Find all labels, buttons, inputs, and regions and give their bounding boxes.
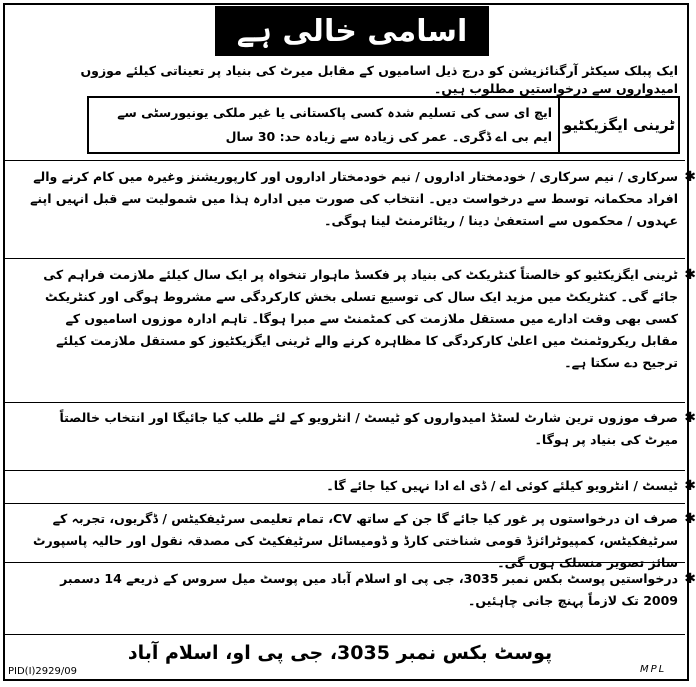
footer-address: پوسٹ بکس نمبر 3035، جی پی او، اسلام آباد: [127, 642, 553, 664]
list-item: [30, 475, 696, 497]
star-bullet-icon: ✱: [684, 571, 696, 587]
post-box: [87, 96, 680, 154]
star-bullet-icon: ✱: [684, 267, 696, 283]
section-divider: [5, 402, 685, 403]
list-item-text: سرکاری / نیم سرکاری / خودمختار اداروں / نیم خودمختار اداروں اور کارپوریشنز وغیرہ میں کام کرنے والے افراد محکمانہ توسط سے درخواست دیں۔ انتخاب کی صورت میں ادارہ ہذا میں شمولیت سے قبل انہیں اپنے عہدوں / محکموں سے استعفیٰ دینا / ریٹائرمنٹ لینا ہوگی۔: [30, 169, 678, 228]
post-requirement: ایچ ای سی کی تسلیم شدہ کسی پاکستانی یا غیر ملکی یونیورسٹی سے ایم بی اے ڈگری۔ عمر کی زیادہ سے زیادہ حد: 30 سال: [117, 105, 552, 144]
list-item: [30, 264, 696, 374]
list-item: [30, 568, 696, 612]
list-item-text: درخواستیں پوسٹ بکس نمبر 3035، جی پی او اسلام آباد میں پوسٹ میل سروس کے ذریعے 14 دسمبر 2009 تک لازماً پہنچ جانی چاہئیں۔: [60, 571, 678, 608]
list-item-text: صرف موزوں ترین شارٹ لسٹڈ امیدواروں کو ٹیسٹ / انٹرویو کے لئے طلب کیا جائیگا اور انتخاب خالصتاً میرٹ کی بنیاد پر ہوگا۔: [59, 410, 678, 447]
star-bullet-icon: ✱: [684, 410, 696, 426]
list-item: [30, 166, 696, 232]
page-title: اسامی خالی ہے: [215, 6, 489, 56]
list-item-text: ٹیسٹ / انٹرویو کیلئے کوئی اے / ڈی اے ادا نہیں کیا جائے گا۔: [326, 478, 678, 493]
section-divider: [5, 470, 685, 471]
star-bullet-icon: ✱: [684, 169, 696, 185]
section-divider: [5, 258, 685, 259]
section-divider: [5, 562, 685, 563]
list-item: [30, 508, 696, 574]
section-divider: [5, 634, 685, 635]
list-item-text: ٹرینی ایگزیکٹیو کو خالصتاً کنٹریکٹ کی بنیاد پر فکسڈ ماہوار تنخواہ پر ایک سال کیلئے ملازمت فراہم کی جائے گی۔ کنٹریکٹ میں مزید ایک سال کی توسیع تسلی بخش کارکردگی سے مشروط ہوگی اور کنٹریکٹ کسی بھی وقت ادارے میں مستقل ملازمت کی کمٹمنٹ سے مبرا ہوگا۔ تاہم ادارہ موزوں اسامیوں کے مقابل ریکروٹمنٹ میں اعلیٰ کارکردگی کا مظاہرہ کرنے والے ٹرینی ایگزیکٹیوز کو مستقل ملازمت کیلئے ترجیح دے سکتا ہے۔: [43, 267, 678, 370]
reference-number: PID(I)2929/09: [8, 666, 77, 677]
star-bullet-icon: ✱: [684, 511, 696, 527]
section-divider: [5, 503, 685, 504]
list-item: [30, 407, 696, 451]
publisher-logo: MPL: [640, 664, 667, 675]
post-title: ٹرینی ایگزیکٹیو: [558, 98, 678, 152]
section-divider: [5, 160, 685, 161]
list-item-text: صرف ان درخواستوں پر غور کیا جائے گا جن کے ساتھ CV، تمام تعلیمی سرٹیفکیٹس / ڈگریوں، تجربہ کے سرٹیفکیٹس، کمپیوٹرائزڈ قومی شناختی کارڈ و ڈومیسائل سرٹیفکیٹ کی مصدقہ نقول اور حالیہ پاسپورٹ سائز تصویر منسلک ہوں گی۔: [33, 511, 678, 570]
star-bullet-icon: ✱: [684, 478, 696, 494]
intro-paragraph: ایک پبلک سیکٹر آرگنائزیشن کو درج ذیل اسامیوں کے مقابل میرٹ کی بنیاد پر تعیناتی کیلئے موزوں امیدواروں سے درخواستیں مطلوب ہیں۔: [80, 63, 678, 96]
